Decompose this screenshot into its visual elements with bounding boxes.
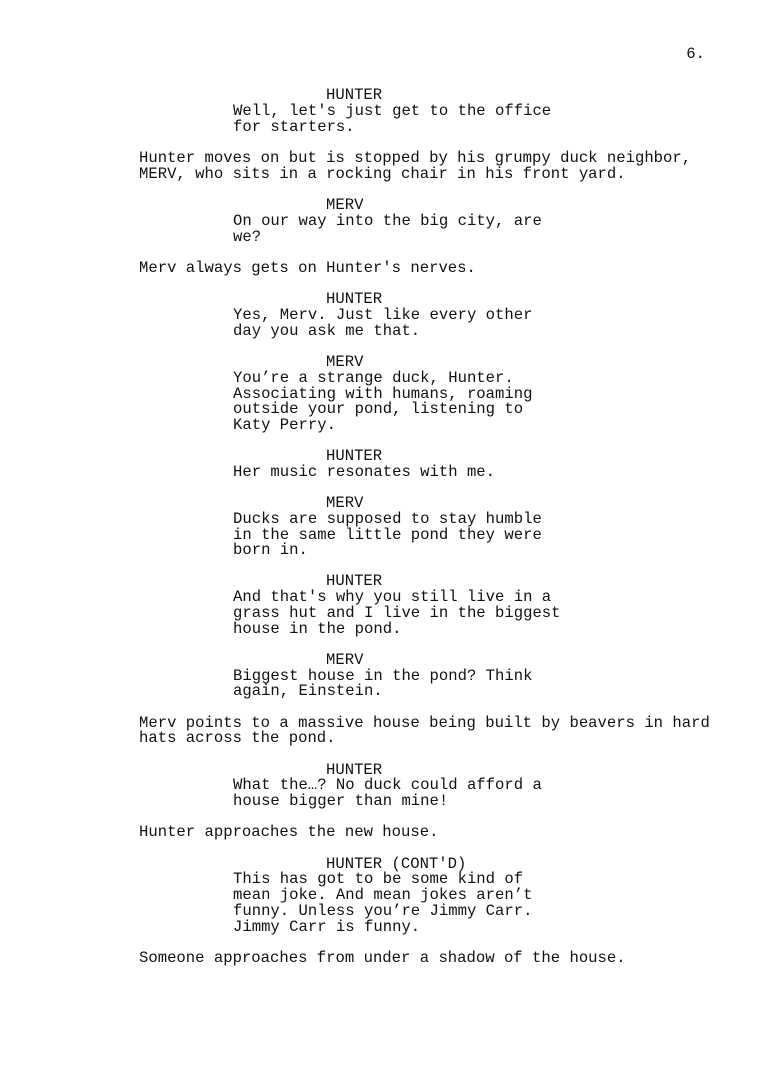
dialogue-line: born in. (233, 541, 308, 559)
character-name: HUNTER (326, 572, 383, 590)
dialogue-line: for starters. (233, 118, 355, 136)
dialogue-line: funny. Unless you’re Jimmy Carr. (233, 902, 533, 920)
action-line: Hunter moves on but is stopped by his grumpy duck neighbor, (139, 149, 692, 167)
action-line: Someone approaches from under a shadow of the house. (139, 949, 626, 967)
dialogue-line: Jimmy Carr is funny. (233, 918, 421, 936)
action-line: Merv always gets on Hunter's nerves. (139, 259, 476, 277)
dialogue-line: grass hut and I live in the biggest (233, 604, 561, 622)
dialogue-line: Biggest house in the pond? Think (233, 667, 533, 685)
dialogue-line: Well, let's just get to the office (233, 102, 552, 120)
dialogue-line: mean joke. And mean jokes aren’t (233, 886, 533, 904)
character-name: MERV (326, 651, 364, 669)
dialogue-line: Katy Perry. (233, 416, 336, 434)
character-name: HUNTER (326, 86, 383, 104)
dialogue-line: house bigger than mine! (233, 792, 449, 810)
action-line: Hunter approaches the new house. (139, 823, 439, 841)
dialogue-line: outside your pond, listening to (233, 400, 524, 418)
dialogue-line: Associating with humans, roaming (233, 385, 533, 403)
dialogue-line: house in the pond. (233, 620, 402, 638)
dialogue-line: Yes, Merv. Just like every other (233, 306, 533, 324)
dialogue-line: Her music resonates with me. (233, 463, 496, 481)
dialogue-line: What the…? No duck could afford a (233, 776, 542, 794)
character-name: MERV (326, 353, 364, 371)
dialogue-line: On our way into the big city, are (233, 212, 542, 230)
character-name: HUNTER (326, 290, 383, 308)
dialogue-line: And that's why you still live in a (233, 588, 552, 606)
character-name: HUNTER (326, 447, 383, 465)
page-number: 6. (686, 45, 705, 63)
dialogue-line: Ducks are supposed to stay humble (233, 510, 542, 528)
action-line: hats across the pond. (139, 729, 336, 747)
dialogue-line: This has got to be some kind of (233, 870, 524, 888)
dialogue-line: in the same little pond they were (233, 526, 542, 544)
dialogue-line: You’re a strange duck, Hunter. (233, 369, 514, 387)
action-line: Merv points to a massive house being built by beavers in hard (139, 714, 710, 732)
dialogue-line: day you ask me that. (233, 322, 421, 340)
action-line: MERV, who sits in a rocking chair in his front yard. (139, 165, 626, 183)
character-name: HUNTER (326, 761, 383, 779)
character-name: HUNTER (CONT'D) (326, 855, 467, 873)
dialogue-line: we? (233, 228, 262, 246)
character-name: MERV (326, 494, 364, 512)
dialogue-line: again, Einstein. (233, 682, 383, 700)
character-name: MERV (326, 196, 364, 214)
